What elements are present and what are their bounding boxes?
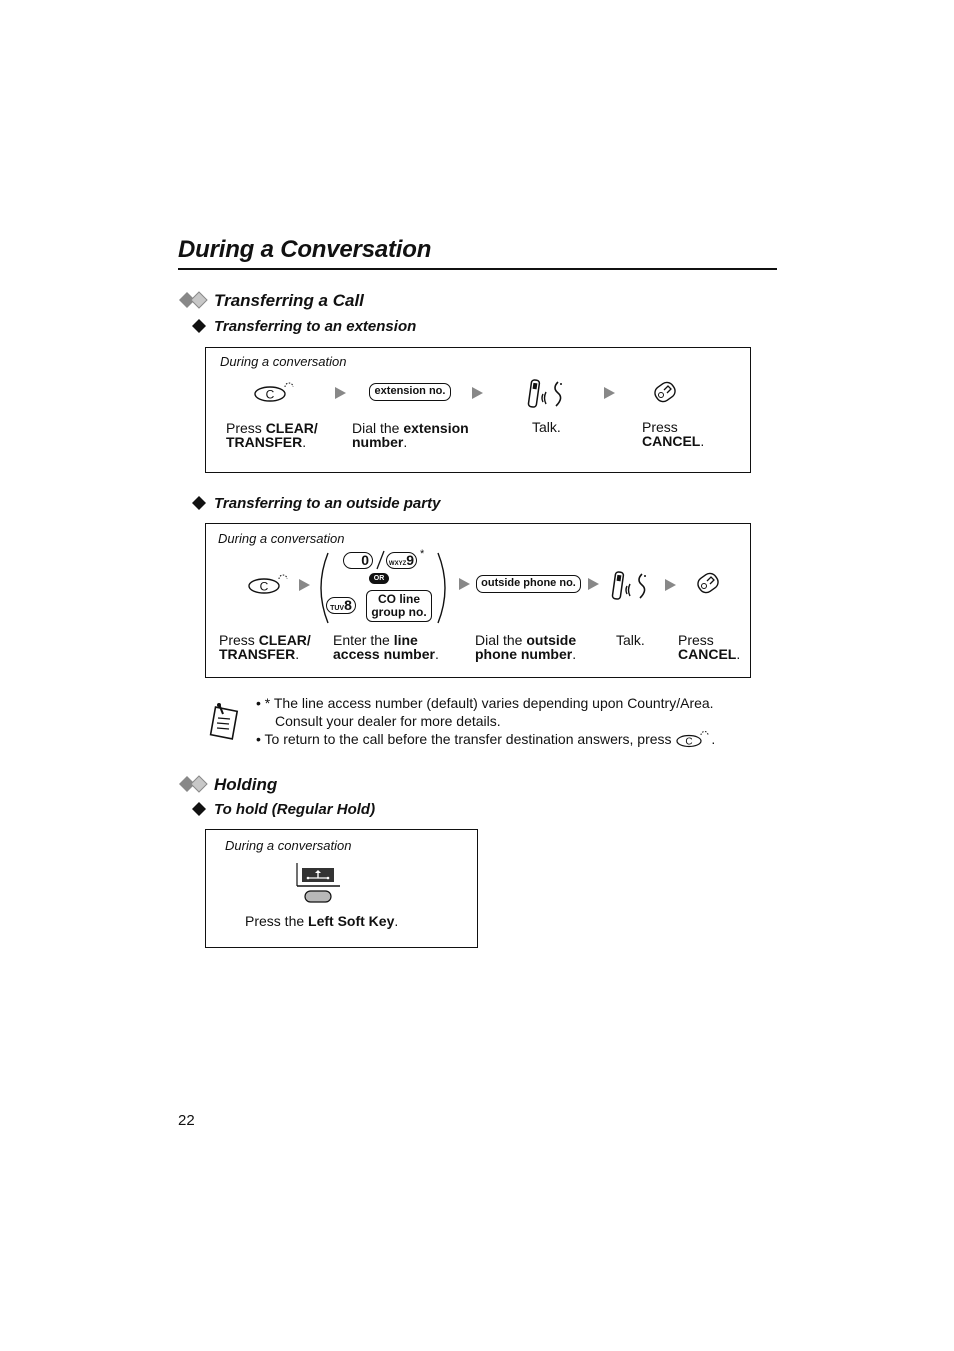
diamond-bullet-icon: [191, 801, 207, 817]
subheading-regular-hold: To hold (Regular Hold): [214, 801, 376, 818]
left-bracket: [312, 551, 332, 625]
context-label: During a conversation: [218, 531, 345, 546]
page-title: During a Conversation: [178, 236, 432, 263]
handset-talk-icon: [528, 378, 568, 410]
key-9: WXYZ9: [386, 552, 417, 569]
context-label: During a conversation: [225, 838, 352, 853]
section-heading-holding: Holding: [214, 775, 278, 794]
page-number: 22: [178, 1112, 195, 1129]
memo-note-icon: [206, 702, 242, 742]
step-talk-caption: Talk.: [616, 632, 645, 648]
diamond-bullet-icon: [191, 495, 207, 511]
section-heading-transfer: Transferring a Call: [214, 291, 364, 310]
key-0: 0: [343, 552, 373, 569]
clear-transfer-key-icon: [675, 731, 711, 747]
note-item-2: • To return to the call before the transfer destination answers, press C .: [256, 731, 716, 748]
outside-phone-no-key: outside phone no.: [476, 575, 581, 593]
clear-key-letter: C: [265, 387, 275, 402]
arrow-right-icon: [665, 579, 676, 591]
clear-key-letter: C: [259, 579, 269, 594]
arrow-right-icon: [459, 578, 470, 590]
co-line-group-key: CO line group no.: [366, 590, 432, 622]
subheading-outside: Transferring to an outside party: [214, 495, 441, 512]
key-8: TUV8: [326, 597, 356, 614]
step-line-access-caption: Enter the line access number.: [333, 632, 439, 662]
cancel-key-icon: [653, 380, 679, 404]
double-diamond-icon: [178, 775, 212, 793]
extension-procedure-box: [205, 347, 751, 473]
clear-transfer-key-icon: [254, 380, 296, 404]
handset-talk-icon: [612, 570, 652, 602]
arrow-right-icon: [335, 387, 346, 399]
subheading-extension: Transferring to an extension: [214, 318, 417, 335]
step-dial-outside-caption: Dial the outside phone number.: [475, 632, 577, 662]
or-badge: OR: [369, 573, 389, 584]
cancel-key-icon: [696, 571, 722, 595]
asterisk-mark: *: [420, 548, 425, 560]
outside-procedure-box: [205, 523, 751, 678]
note-item-1: • * The line access number (default) varies depending upon Country/Area. Consult your dealer for more details.: [256, 695, 714, 729]
holding-procedure-box: [205, 829, 478, 948]
arrow-right-icon: [299, 579, 310, 591]
step-talk-caption: Talk.: [532, 419, 561, 435]
clear-key-letter: C: [685, 736, 694, 748]
right-bracket: [434, 551, 454, 625]
step-cancel-caption: Press CANCEL.: [678, 632, 741, 662]
double-diamond-icon: [178, 291, 212, 309]
left-soft-key-icon: [296, 862, 342, 904]
step-clear-transfer-caption: Press CLEAR/ TRANSFER.: [219, 632, 311, 662]
hold-caption: Press the Left Soft Key.: [245, 913, 399, 929]
slash-separator: [374, 549, 386, 571]
clear-transfer-key-icon: [248, 572, 290, 596]
title-rule: [178, 268, 777, 270]
arrow-right-icon: [588, 578, 599, 590]
context-label: During a conversation: [220, 354, 347, 369]
arrow-right-icon: [604, 387, 615, 399]
step-dial-extension-caption: Dial the extension number.: [352, 420, 469, 450]
diamond-bullet-icon: [191, 318, 207, 334]
arrow-right-icon: [472, 387, 483, 399]
step-cancel-caption: Press CANCEL.: [642, 419, 705, 449]
extension-no-key: extension no.: [369, 383, 451, 401]
note-text: [256, 694, 746, 748]
step-clear-transfer-caption: Press CLEAR/ TRANSFER.: [226, 420, 318, 450]
